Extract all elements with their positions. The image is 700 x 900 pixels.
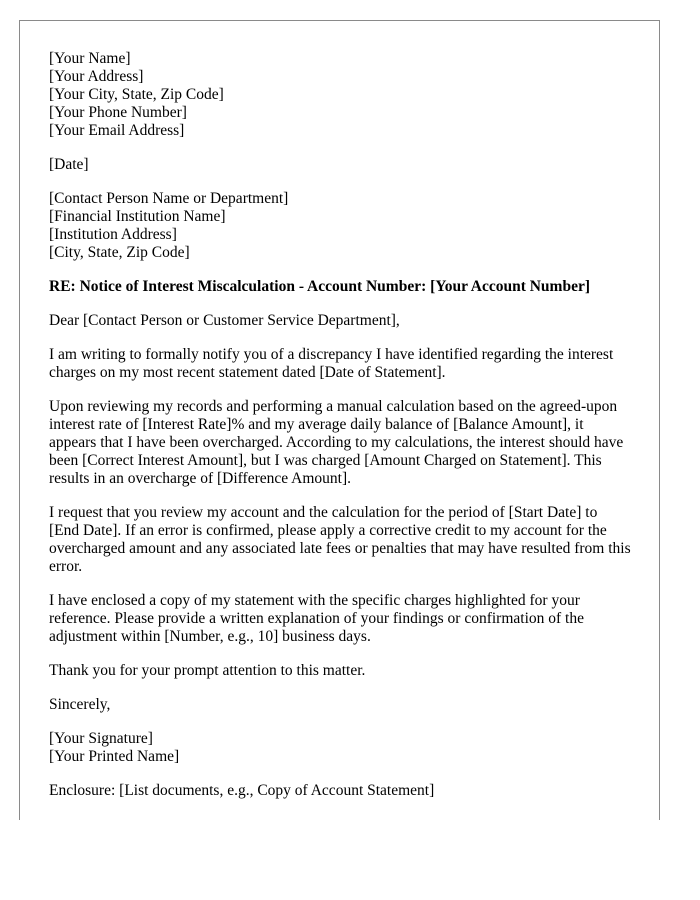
salutation: Dear [Contact Person or Customer Service Department], xyxy=(49,312,400,329)
recipient-contact: [Contact Person Name or Department] xyxy=(49,190,289,207)
sender-city-state-zip: [Your City, State, Zip Code] xyxy=(49,86,224,103)
recipient-block xyxy=(49,190,631,262)
letter-page xyxy=(19,20,660,820)
sender-name: [Your Name] xyxy=(49,50,131,67)
sender-block xyxy=(49,50,631,140)
body-paragraph-4: I have enclosed a copy of my statement with the specific charges highlighted for your reference. Please provide a written explanation of your findings or confirmation of the adjustment within [Number, e.g., 10] business days. xyxy=(49,592,584,645)
sender-address: [Your Address] xyxy=(49,68,144,85)
body-paragraph-2: Upon reviewing my records and performing a manual calculation based on the agreed-upon interest rate of [Interest Rate]% and my average daily balance of [Balance Amount], it appears that I have been overcharged. According to my calculations, the interest should have been [Correct Interest Amount], but I was charged [Amount Charged on Statement]. This results in an overcharge of [Difference Amount]. xyxy=(49,398,624,487)
printed-name: [Your Printed Name] xyxy=(49,748,180,765)
body-paragraph-1: I am writing to formally notify you of a discrepancy I have identified regarding the interest charges on my most recent statement dated [Date of Statement]. xyxy=(49,346,614,381)
signature-placeholder: [Your Signature] xyxy=(49,730,153,747)
sender-phone: [Your Phone Number] xyxy=(49,104,187,121)
body-paragraph-3: I request that you review my account and the calculation for the period of [Start Date] to [End Date]. If an error is confirmed, please apply a corrective credit to my account for the overcharged amount and any associated late fees or penalties that may have resulted from this error. xyxy=(49,504,631,575)
letter-date: [Date] xyxy=(49,156,89,173)
body-paragraph-5: Thank you for your prompt attention to this matter. xyxy=(49,662,366,679)
subject-line: RE: Notice of Interest Miscalculation - Account Number: [Your Account Number] xyxy=(49,278,590,295)
recipient-address: [Institution Address] xyxy=(49,226,177,243)
recipient-institution: [Financial Institution Name] xyxy=(49,208,226,225)
date-block xyxy=(49,156,631,174)
sender-email: [Your Email Address] xyxy=(49,122,185,139)
signature-block xyxy=(49,730,631,766)
enclosure-line: Enclosure: [List documents, e.g., Copy of Account Statement] xyxy=(49,782,435,799)
closing: Sincerely, xyxy=(49,696,111,713)
recipient-city-state-zip: [City, State, Zip Code] xyxy=(49,244,190,261)
